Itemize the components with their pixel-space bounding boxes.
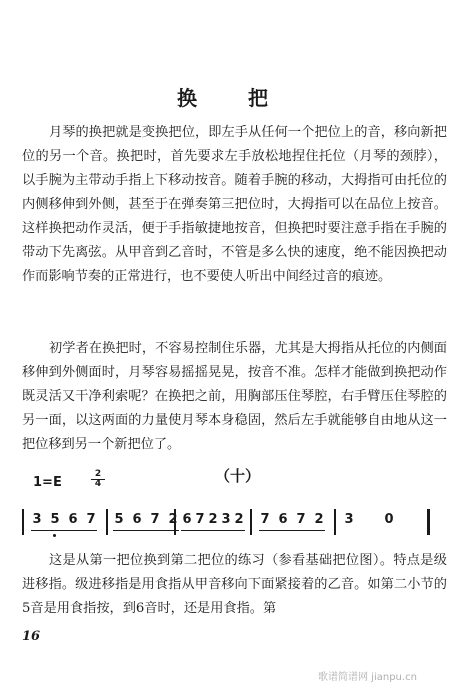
note: 7 — [86, 512, 96, 527]
jianpu-staff — [0, 500, 467, 550]
section-title: 换 把 — [177, 86, 290, 110]
watermark: 歌谱简谱网 jianpu.cn — [318, 672, 417, 683]
bar-line — [250, 509, 252, 535]
note: 6 — [132, 512, 142, 527]
bar-line — [106, 509, 108, 535]
note: 7 — [150, 512, 160, 527]
paragraph-1: 月琴的换把就是变换把位，即左手从任何一个把位上的音，移向新把位的另一个音。换把时，首先要求左手放松地捏住托位（月琴的颈脖），以手腕为主带动手指上下移动按音。随着手腕的移动，大拇指可由托位的内侧移伸到外侧，甚至于在弹奏第三把位时，大拇指可以在品位上按音。这样换把动作灵活，便于手指敏捷地按音，但换把时要注意手指在手腕的带动下先离弦。从甲音到乙音时，不管是多么快的速度，绝不能因换把动作而影响节奏的正常进行，也不要使人听出中间经过音的痕迹。 — [22, 125, 447, 284]
note: 2 — [234, 512, 244, 527]
meter-bottom: 4 — [94, 479, 102, 489]
exercise-number: （十） — [215, 467, 261, 485]
note: 3 — [221, 512, 231, 527]
note: 7 — [260, 512, 270, 527]
note: 2 — [208, 512, 218, 527]
note: 2 — [314, 512, 324, 527]
meter-top: 2 — [91, 470, 105, 480]
note: 3 — [344, 512, 354, 527]
paragraph-3: 这是从第一把位换到第二把位的练习（参看基础把位图）。特点是级进移指。级进移指是用食指从甲音移向下面紧接着的乙音。如第二小节的5音是用食指按，到6音时，还是用食指。第 — [22, 553, 447, 616]
bar-line — [22, 509, 24, 535]
note: 2 — [168, 512, 178, 527]
beam-underline — [31, 530, 97, 531]
note: 7 — [296, 512, 306, 527]
low-octave-dot — [53, 534, 56, 537]
beam-underline — [113, 530, 179, 531]
note: 3 — [32, 512, 42, 527]
note: 6 — [278, 512, 288, 527]
bar-line — [427, 509, 430, 535]
bar-line — [334, 509, 336, 535]
note: 6 — [182, 512, 192, 527]
beam-underline — [259, 530, 325, 531]
paragraph-2: 初学者在换把时，不容易控制住乐器，尤其是大拇指从托位的内侧面移伸到外侧面时，月琴容易摇摇晃晃，按音不准。怎样才能做到换把动作既灵活又干净利索呢？在换把之前，用胸部压住琴腔，右手臂压住琴腔的另一面，以这两面的力量使月琴本身稳固，然后左手就能够自由地从这一把位移到另一个新把位了。 — [22, 341, 447, 452]
note: 0 — [384, 512, 394, 527]
beam-underline — [181, 530, 245, 531]
key-signature: 1=E — [33, 475, 62, 490]
page-number: 16 — [22, 629, 41, 644]
note: 6 — [68, 512, 78, 527]
note: 5 — [114, 512, 124, 527]
note: 7 — [195, 512, 205, 527]
note: 5 — [50, 512, 60, 527]
time-signature — [91, 470, 105, 489]
